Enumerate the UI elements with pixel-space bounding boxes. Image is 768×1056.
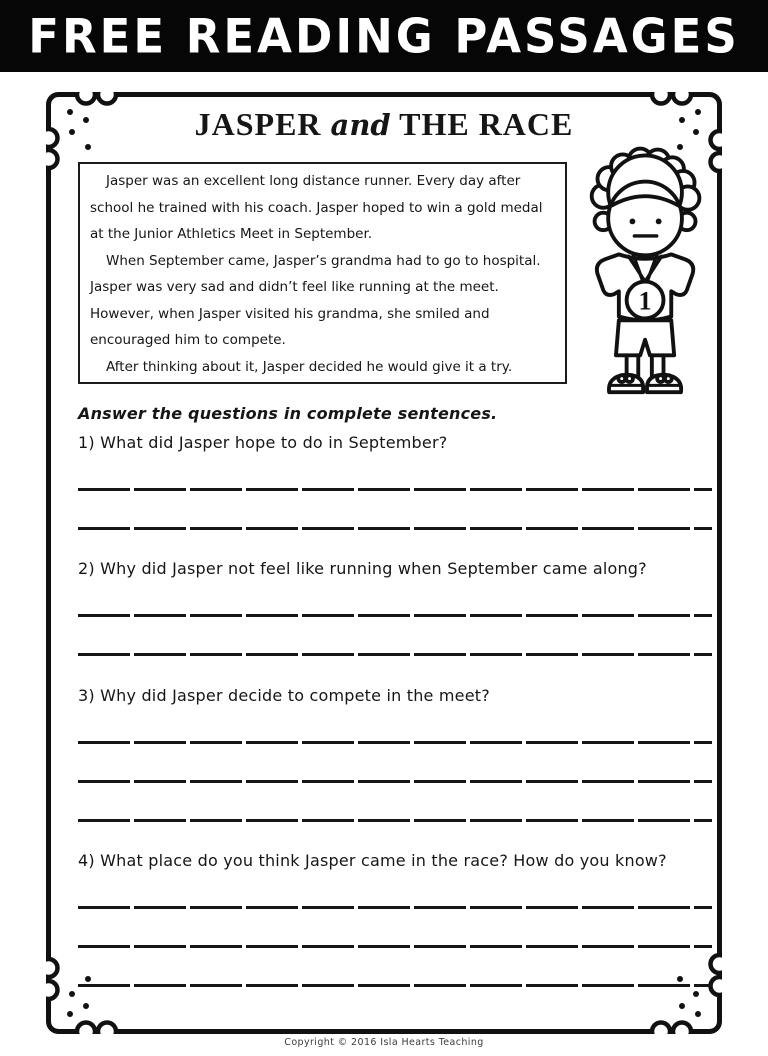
medal-number: 1 (638, 286, 652, 316)
question-number: 4) (78, 851, 95, 870)
banner-title: FREE READING PASSAGES (28, 8, 740, 64)
question-4 (78, 851, 712, 987)
question-2 (78, 559, 712, 656)
shoe-laces (618, 375, 671, 382)
question-number: 1) (78, 433, 95, 452)
answer-line (78, 906, 712, 909)
worksheet-sheet (46, 92, 722, 1034)
answer-line (78, 819, 712, 822)
question-text: 2) Why did Jasper not feel like running when September came along? (78, 559, 647, 578)
question-1 (78, 433, 712, 530)
question-text: 1) What did Jasper hope to do in September? (78, 433, 448, 452)
passage-paragraph: When September came, Jasper’s grandma had to go to hospital. Jasper was very sad and didn’t feel like running at the meet. However, when Jasper visited his grandma, she smiled and encouraged him to compete. (90, 252, 541, 348)
title-part2: THE RACE (399, 106, 574, 142)
title-conjunction: and (330, 108, 391, 142)
question-3 (78, 686, 712, 822)
question-number: 2) (78, 559, 95, 578)
passage-box (78, 162, 567, 384)
copyright-line: Copyright © 2016 Isla Hearts Teaching (284, 1037, 484, 1048)
face (608, 182, 682, 256)
answer-line (78, 488, 712, 491)
boy-runner-illustration (573, 136, 721, 398)
answer-line (78, 653, 712, 656)
shorts (616, 320, 674, 355)
answer-line (78, 741, 712, 744)
answer-line (78, 984, 712, 987)
title-part1: JASPER (194, 106, 322, 142)
question-text: 4) What place do you think Jasper came in the race? How do you know? (78, 851, 667, 870)
question-number: 3) (78, 686, 95, 705)
question-text: 3) Why did Jasper decide to compete in the meet? (78, 686, 490, 705)
answer-line (78, 945, 712, 948)
passage-paragraph: Jasper was an excellent long distance runner. Every day after school he trained with his coach. Jasper hoped to win a gold medal at the Junior Athletics Meet in September. (90, 173, 543, 242)
answer-line (78, 527, 712, 530)
passage-paragraph: After thinking about it, Jasper decided he would give it a try. (106, 358, 513, 375)
answer-line (78, 614, 712, 617)
instructions-text: Answer the questions in complete sentences. (78, 404, 498, 423)
answer-line (78, 780, 712, 783)
banner (0, 0, 768, 72)
